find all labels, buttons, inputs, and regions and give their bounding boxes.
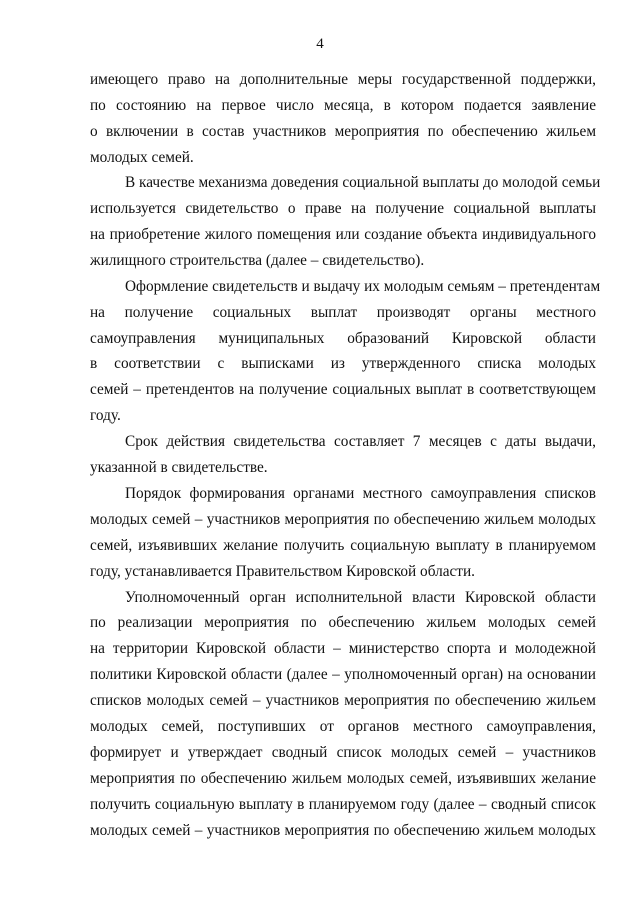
- paragraph-3-line-3: самоуправления муниципальных образований Кировской области: [90, 330, 596, 347]
- paragraph-6-line-7: формирует и утверждает сводный список молодых семей – участников: [90, 744, 596, 761]
- paragraph-6-line-4: политики Кировской области (далее – уполномоченный орган) на основании: [90, 666, 596, 683]
- paragraph-4-line-1: Срок действия свидетельства составляет 7 месяцев с даты выдачи,: [125, 433, 596, 450]
- paragraph-6-line-5: списков молодых семей – участников мероприятия по обеспечению жильем: [90, 692, 596, 709]
- paragraph-1-line-1: имеющего право на дополнительные меры государственной поддержки,: [90, 71, 596, 88]
- paragraph-6-line-10: молодых семей – участников мероприятия по обеспечению жильем молодых: [90, 822, 596, 839]
- paragraph-4-line-2: указанной в свидетельстве.: [90, 459, 268, 476]
- paragraph-6-line-3: на территории Кировской области – министерство спорта и молодежной: [90, 640, 596, 657]
- page-number: 4: [316, 36, 324, 52]
- paragraph-3-line-6: году.: [90, 407, 121, 424]
- paragraph-1-line-3: о включении в состав участников мероприятия по обеспечению жильем: [90, 123, 596, 140]
- paragraph-5-line-1: Порядок формирования органами местного самоуправления списков: [125, 485, 596, 502]
- paragraph-1-line-2: по состоянию на первое число месяца, в котором подается заявление: [90, 97, 596, 114]
- paragraph-6-line-9: получить социальную выплату в планируемом году (далее – сводный список: [90, 796, 596, 813]
- paragraph-5-line-2: молодых семей – участников мероприятия по обеспечению жильем молодых: [90, 511, 596, 528]
- paragraph-6-line-1: Уполномоченный орган исполнительной власти Кировской области: [125, 589, 596, 606]
- paragraph-5-line-3: семей, изъявивших желание получить социальную выплату в планируемом: [90, 537, 596, 554]
- paragraph-6-line-8: мероприятия по обеспечению жильем молодых семей, изъявивших желание: [90, 770, 596, 787]
- paragraph-2-line-3: на приобретение жилого помещения или создание объекта индивидуального: [90, 226, 596, 243]
- paragraph-2-line-1: В качестве механизма доведения социальной выплаты до молодой семьи: [125, 174, 601, 191]
- paragraph-6-line-6: молодых семей, поступивших от органов местного самоуправления,: [90, 718, 596, 735]
- paragraph-2-line-2: используется свидетельство о праве на получение социальной выплаты: [90, 200, 596, 217]
- paragraph-3-line-2: на получение социальных выплат производят органы местного: [90, 304, 596, 321]
- paragraph-2-line-4: жилищного строительства (далее – свидетельство).: [90, 252, 425, 269]
- paragraph-3-line-1: Оформление свидетельств и выдачу их молодым семьям – претендентам: [125, 278, 601, 295]
- paragraph-3-line-4: в соответствии с выписками из утвержденного списка молодых: [90, 355, 596, 372]
- paragraph-3-line-5: семей – претендентов на получение социальных выплат в соответствующем: [90, 381, 596, 398]
- paragraph-5-line-4: году, устанавливается Правительством Кировской области.: [90, 563, 475, 580]
- paragraph-1-line-4: молодых семей.: [90, 149, 194, 166]
- paragraph-6-line-2: по реализации мероприятия по обеспечению жильем молодых семей: [90, 614, 596, 631]
